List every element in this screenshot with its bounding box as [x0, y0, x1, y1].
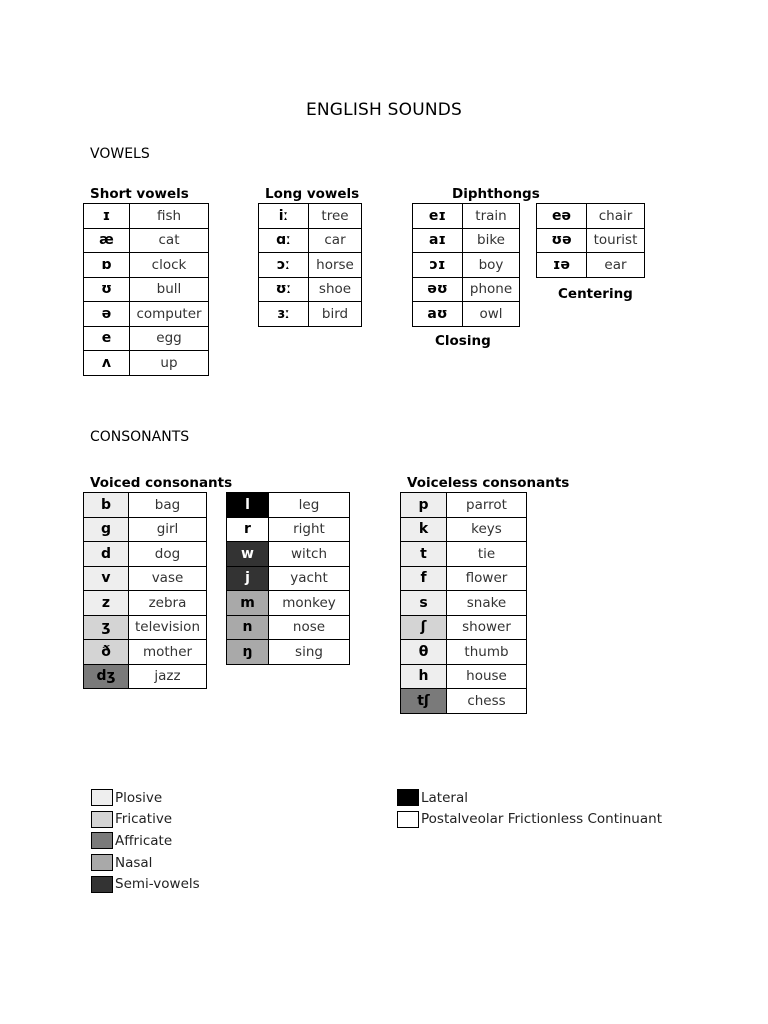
legend-label: Postalveolar Frictionless Continuant: [421, 811, 662, 828]
example-word: dog: [129, 542, 207, 567]
example-word: train: [463, 204, 520, 229]
page-title: ENGLISH SOUNDS: [305, 100, 463, 120]
phoneme-symbol: e: [84, 326, 130, 351]
example-word: television: [129, 615, 207, 640]
example-word: right: [269, 517, 350, 542]
example-word: up: [130, 351, 209, 376]
example-word: witch: [269, 542, 350, 567]
sound-row: [227, 517, 350, 542]
diphthongs-label: Diphthongs: [452, 186, 540, 202]
sound-row: [84, 517, 207, 542]
sound-row: [84, 566, 207, 591]
example-word: parrot: [447, 493, 527, 518]
legend-item-nasal: [91, 854, 152, 871]
example-word: flower: [447, 566, 527, 591]
example-word: shower: [447, 615, 527, 640]
phoneme-symbol: s: [401, 591, 447, 616]
legend-item-lateral: [397, 789, 468, 806]
example-word: yacht: [269, 566, 350, 591]
long-vowels-label: Long vowels: [265, 186, 360, 202]
sound-row: [227, 542, 350, 567]
phoneme-symbol: æ: [84, 228, 130, 253]
example-word: tourist: [587, 228, 645, 253]
sound-row: [401, 566, 527, 591]
legend-label: Lateral: [421, 789, 468, 806]
long-vowels-table: [258, 203, 362, 327]
legend-swatch: [91, 811, 113, 828]
example-word: monkey: [269, 591, 350, 616]
phoneme-symbol: ɑː: [259, 228, 309, 253]
example-word: chess: [447, 689, 527, 714]
sound-row: [259, 302, 362, 327]
example-word: fish: [130, 204, 209, 229]
sound-row: [537, 204, 645, 229]
short-vowels-table: [83, 203, 209, 376]
phoneme-symbol: aʊ: [413, 302, 463, 327]
legend-item-fricative: [91, 811, 172, 828]
phoneme-symbol: h: [401, 664, 447, 689]
phoneme-symbol: tʃ: [401, 689, 447, 714]
example-word: keys: [447, 517, 527, 542]
sound-row: [413, 204, 520, 229]
phoneme-symbol: ɒ: [84, 253, 130, 278]
example-word: sing: [269, 640, 350, 665]
phoneme-symbol: l: [227, 493, 269, 518]
phoneme-symbol: ŋ: [227, 640, 269, 665]
phoneme-symbol: ɜː: [259, 302, 309, 327]
sound-row: [413, 277, 520, 302]
legend-swatch: [91, 876, 113, 893]
example-word: bird: [309, 302, 362, 327]
phoneme-symbol: eə: [537, 204, 587, 229]
voiced-consonants-label: Voiced consonants: [90, 475, 233, 491]
example-word: jazz: [129, 664, 207, 689]
phoneme-symbol: n: [227, 615, 269, 640]
phoneme-symbol: ð: [84, 640, 129, 665]
phoneme-symbol: z: [84, 591, 129, 616]
example-word: shoe: [309, 277, 362, 302]
phoneme-symbol: ɔɪ: [413, 253, 463, 278]
sound-row: [259, 277, 362, 302]
voiceless-consonants-label: Voiceless consonants: [407, 475, 570, 491]
legend-item-semivowel: [91, 876, 200, 893]
legend-swatch: [91, 854, 113, 871]
legend-swatch: [91, 832, 113, 849]
sound-row: [401, 664, 527, 689]
phoneme-symbol: iː: [259, 204, 309, 229]
example-word: bike: [463, 228, 520, 253]
sound-row: [84, 302, 209, 327]
sound-row: [227, 493, 350, 518]
example-word: thumb: [447, 640, 527, 665]
phoneme-symbol: ʊː: [259, 277, 309, 302]
closing-diphthongs-table: [412, 203, 520, 327]
phoneme-symbol: t: [401, 542, 447, 567]
phoneme-symbol: g: [84, 517, 129, 542]
sound-row: [401, 517, 527, 542]
sound-row: [413, 253, 520, 278]
sound-row: [537, 228, 645, 253]
example-word: boy: [463, 253, 520, 278]
phoneme-symbol: r: [227, 517, 269, 542]
sound-row: [84, 204, 209, 229]
phoneme-symbol: ɪə: [537, 253, 587, 278]
example-word: snake: [447, 591, 527, 616]
example-word: car: [309, 228, 362, 253]
example-word: clock: [130, 253, 209, 278]
legend-swatch: [397, 811, 419, 828]
sound-row: [84, 326, 209, 351]
sound-row: [401, 542, 527, 567]
sound-row: [227, 591, 350, 616]
sound-row: [84, 253, 209, 278]
sound-row: [401, 615, 527, 640]
short-vowels-label: Short vowels: [90, 186, 189, 202]
example-word: owl: [463, 302, 520, 327]
sound-row: [413, 228, 520, 253]
example-word: ear: [587, 253, 645, 278]
phoneme-symbol: ə: [84, 302, 130, 327]
voiceless-consonants-table: [400, 492, 527, 714]
phoneme-symbol: v: [84, 566, 129, 591]
legend-item-plosive: [91, 789, 162, 806]
example-word: computer: [130, 302, 209, 327]
sound-row: [401, 689, 527, 714]
example-word: chair: [587, 204, 645, 229]
example-word: tie: [447, 542, 527, 567]
example-word: cat: [130, 228, 209, 253]
legend-item-affricate: [91, 832, 172, 849]
legend-label: Semi-vowels: [115, 876, 200, 893]
phoneme-symbol: ɔː: [259, 253, 309, 278]
phoneme-symbol: ʃ: [401, 615, 447, 640]
vowels-heading: VOWELS: [90, 146, 150, 162]
legend-label: Nasal: [115, 854, 153, 871]
sound-row: [413, 302, 520, 327]
example-word: tree: [309, 204, 362, 229]
example-word: vase: [129, 566, 207, 591]
example-word: mother: [129, 640, 207, 665]
sound-row: [401, 591, 527, 616]
legend-label: Plosive: [115, 789, 163, 806]
sound-row: [227, 640, 350, 665]
sound-row: [84, 493, 207, 518]
phoneme-symbol: m: [227, 591, 269, 616]
centering-label: Centering: [558, 286, 633, 302]
phoneme-symbol: eɪ: [413, 204, 463, 229]
sound-row: [84, 542, 207, 567]
example-word: bull: [130, 277, 209, 302]
voiced-consonants-table-1: [83, 492, 207, 689]
phoneme-symbol: ʊ: [84, 277, 130, 302]
phoneme-symbol: d: [84, 542, 129, 567]
example-word: house: [447, 664, 527, 689]
example-word: nose: [269, 615, 350, 640]
sound-row: [259, 253, 362, 278]
phoneme-symbol: w: [227, 542, 269, 567]
phoneme-symbol: ʒ: [84, 615, 129, 640]
sound-row: [84, 228, 209, 253]
legend-item-postalveolar: [397, 811, 662, 828]
example-word: bag: [129, 493, 207, 518]
legend-swatch: [397, 789, 419, 806]
centering-diphthongs-table: [536, 203, 645, 278]
sound-row: [84, 351, 209, 376]
sound-row: [227, 615, 350, 640]
legend-swatch: [91, 789, 113, 806]
example-word: zebra: [129, 591, 207, 616]
sound-row: [259, 228, 362, 253]
example-word: girl: [129, 517, 207, 542]
sound-row: [84, 640, 207, 665]
legend-label: Affricate: [115, 832, 173, 849]
consonants-heading: CONSONANTS: [90, 429, 190, 445]
phoneme-symbol: k: [401, 517, 447, 542]
phoneme-symbol: ɪ: [84, 204, 130, 229]
phoneme-symbol: dʒ: [84, 664, 129, 689]
sound-row: [84, 664, 207, 689]
closing-label: Closing: [435, 333, 491, 349]
sound-row: [401, 640, 527, 665]
example-word: phone: [463, 277, 520, 302]
phoneme-symbol: f: [401, 566, 447, 591]
phoneme-symbol: b: [84, 493, 129, 518]
example-word: egg: [130, 326, 209, 351]
sound-row: [537, 253, 645, 278]
sound-row: [84, 591, 207, 616]
sound-row: [84, 615, 207, 640]
phoneme-symbol: ʊə: [537, 228, 587, 253]
phoneme-symbol: θ: [401, 640, 447, 665]
sound-row: [84, 277, 209, 302]
phoneme-symbol: aɪ: [413, 228, 463, 253]
example-word: leg: [269, 493, 350, 518]
phoneme-symbol: əʊ: [413, 277, 463, 302]
legend-label: Fricative: [115, 811, 173, 828]
sound-row: [259, 204, 362, 229]
sound-row: [227, 566, 350, 591]
phoneme-symbol: ʌ: [84, 351, 130, 376]
example-word: horse: [309, 253, 362, 278]
sound-row: [401, 493, 527, 518]
phoneme-symbol: p: [401, 493, 447, 518]
phoneme-symbol: j: [227, 566, 269, 591]
voiced-consonants-table-2: [226, 492, 350, 665]
